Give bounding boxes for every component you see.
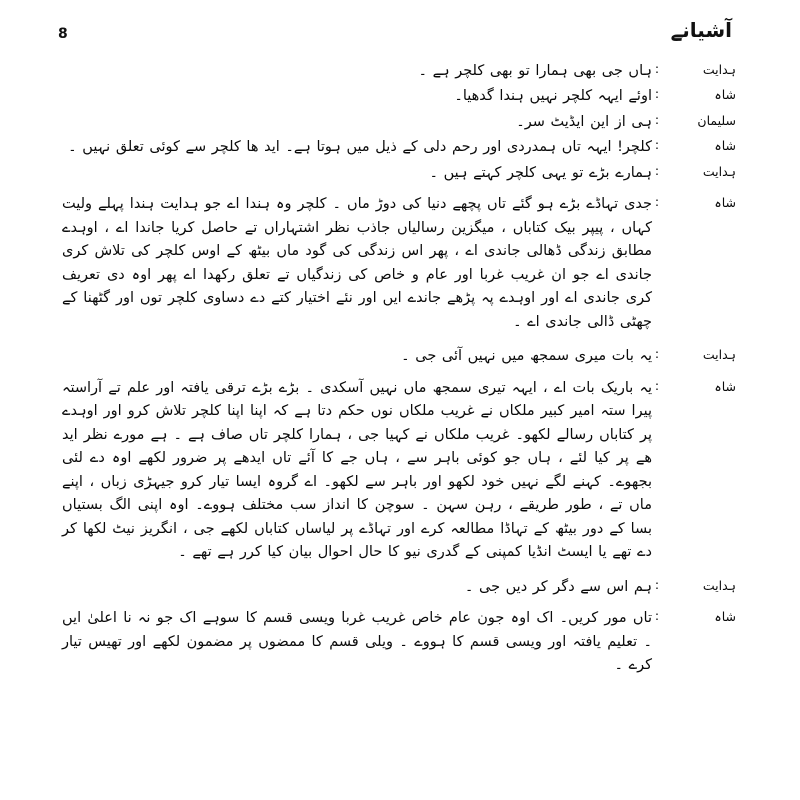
- speaker-colon: :: [654, 608, 660, 624]
- speaker-colon: :: [654, 377, 660, 393]
- speaker-colon: :: [654, 111, 660, 127]
- speaker-label: ہدایت: [702, 163, 736, 179]
- speech-text: ہمارے بڑے تو یہی کلچر کہتے ہیں ۔: [429, 164, 652, 181]
- page-number: 8: [58, 26, 68, 42]
- page-header: [58, 18, 742, 52]
- speech-text: ہم اس سے دگر کر دیں جی ۔: [464, 578, 652, 595]
- dialogue-line: [62, 162, 736, 185]
- speaker-label: ہدایت: [702, 62, 736, 77]
- speaker-colon: :: [654, 137, 660, 153]
- dialogue-line: [62, 136, 736, 159]
- speaker-label: شاہ: [714, 378, 736, 394]
- speaker-colon: :: [654, 61, 660, 76]
- speech-text: کلچر! ایہہ تاں ہمدردی اور رحم دلی کے ذیل میں ہوتا ہے۔ اید ھا کلچر سے کوئی تعلق نہیں ۔: [68, 139, 652, 156]
- dialogue-line: [62, 111, 736, 134]
- book-title: آشیانے: [670, 18, 732, 42]
- speech-text: ہی از این ایڈیٹ سر۔: [516, 113, 652, 130]
- speech-text: یہ باریک بات اے ، ایہہ تیری سمجھ ماں نہیں آسکدی ۔ بڑے بڑے ترقی یافتہ اور علم تے آراستہ پیرا ستہ امیر کبیر ملکاں نے غریب ملکاں نوں حکم دتا ہے کہ اپنا اپنا کلچر تلاش کرو اور اوہدے پر کتاباں رسالے لکھو۔ غریب ملکاں نے کہیا جی ، ہمارا کلچر تاں صاف ہے ۔ ہے مورے نظر اید ھے پر کیا لئے ، ہاں جو کوئی باہر سے ، ہاں جے کا آئے تاں ایدھے پر ضرور لکھے اوہ دے لئی بجھوے۔ کہنے لگے نہیں خود لکھو اور باہر سے لکھو۔ اے گروہ ایسا تیار کرو جیہڑی زباں ، اپنے ماں تے ، طور طریقے ، رہن سہن ۔ سوچن کا انداز سب مختلف ہووے۔ اوہ اپنی الگ بستیاں بسا کے دور بیٹھ کے تہاڈا مطالعہ کرے اور تہاڈے پر لیاساں کتاباں لکھے جی ، انگریز نیٹ لکھا کر دے تھے یا ایسٹ انڈیا کمپنی کے گدری نیو کا حال احوال بیان کیا کرر ہے تھے ۔: [62, 379, 652, 561]
- speaker-label: شاہ: [714, 87, 736, 103]
- dialogue-line: [62, 607, 736, 677]
- speech-text: جدی تہاڈے بڑے ہو گئے تاں پچھے دنیا کی دوڑ ماں ۔ کلچر وہ ہندا اے جو ہدایت ہندا پہلے ولیت کہاں ، پیپر بیک کتاباں ، میگزین رسالیاں جاذب نظر اشتہاراں تے حاصل کریا جاندا اے ، اوہدے مطابق زندگی ڈھالی جاندی اے ، پھر اس زندگی کی گود ماں بیٹھ کے اوس کلچر کی تلاش کری جاندی اے جو ان غریب غربا اور عام و خاص کی زندگیاں تے تعلق رکھدا اے پھر اوہ دی تعریف کری جاندی اے اور اوہدے پہ پڑھے جاندے ایں اور نئے اختیار کتے دے دساوی کلچر توں اور گٹھنا کے چھٹی ڈالی جاندی اے ۔: [62, 196, 652, 330]
- dialogue-line: [62, 345, 736, 368]
- speaker-label: شاہ: [714, 195, 736, 211]
- dialogue-list: [58, 60, 742, 678]
- speaker-colon: :: [654, 86, 660, 102]
- dialogue-line: [62, 377, 736, 565]
- speaker-label: ہدایت: [702, 347, 736, 363]
- speaker-colon: :: [654, 162, 660, 178]
- speaker-label: شاہ: [714, 609, 736, 625]
- speech-text: یہ بات میری سمجھ میں نہیں آئی جی ۔: [401, 348, 652, 365]
- speaker-label: ہدایت: [702, 577, 736, 593]
- speech-text: ہاں جی بھی ہمارا تو بھی کلچر ہے ۔: [418, 63, 652, 79]
- dialogue-line: [62, 60, 736, 83]
- speaker-label: شاہ: [714, 138, 736, 154]
- speech-text: اوئے ایہہ کلچر نہیں ہندا گدھیا۔: [454, 88, 652, 105]
- speech-text: تاں مور کریں۔ اک اوہ جون عام خاص غریب غربا ویسی قسم کا سوہے اک جو نہ نا اعلیٰ ایں ۔ تعلیم یافتہ اور ویسی قسم کا ہووے ۔ ویلی قسم کا ممضوں پر مضمون لکھے اور تھیس تیار کرے ۔: [62, 610, 652, 674]
- dialogue-line: [62, 85, 736, 108]
- speaker-colon: :: [654, 576, 660, 592]
- speaker-label: سلیمان: [697, 112, 736, 128]
- speaker-colon: :: [654, 194, 660, 210]
- speaker-colon: :: [654, 346, 660, 362]
- dialogue-line: [62, 576, 736, 599]
- dialogue-line: [62, 193, 736, 334]
